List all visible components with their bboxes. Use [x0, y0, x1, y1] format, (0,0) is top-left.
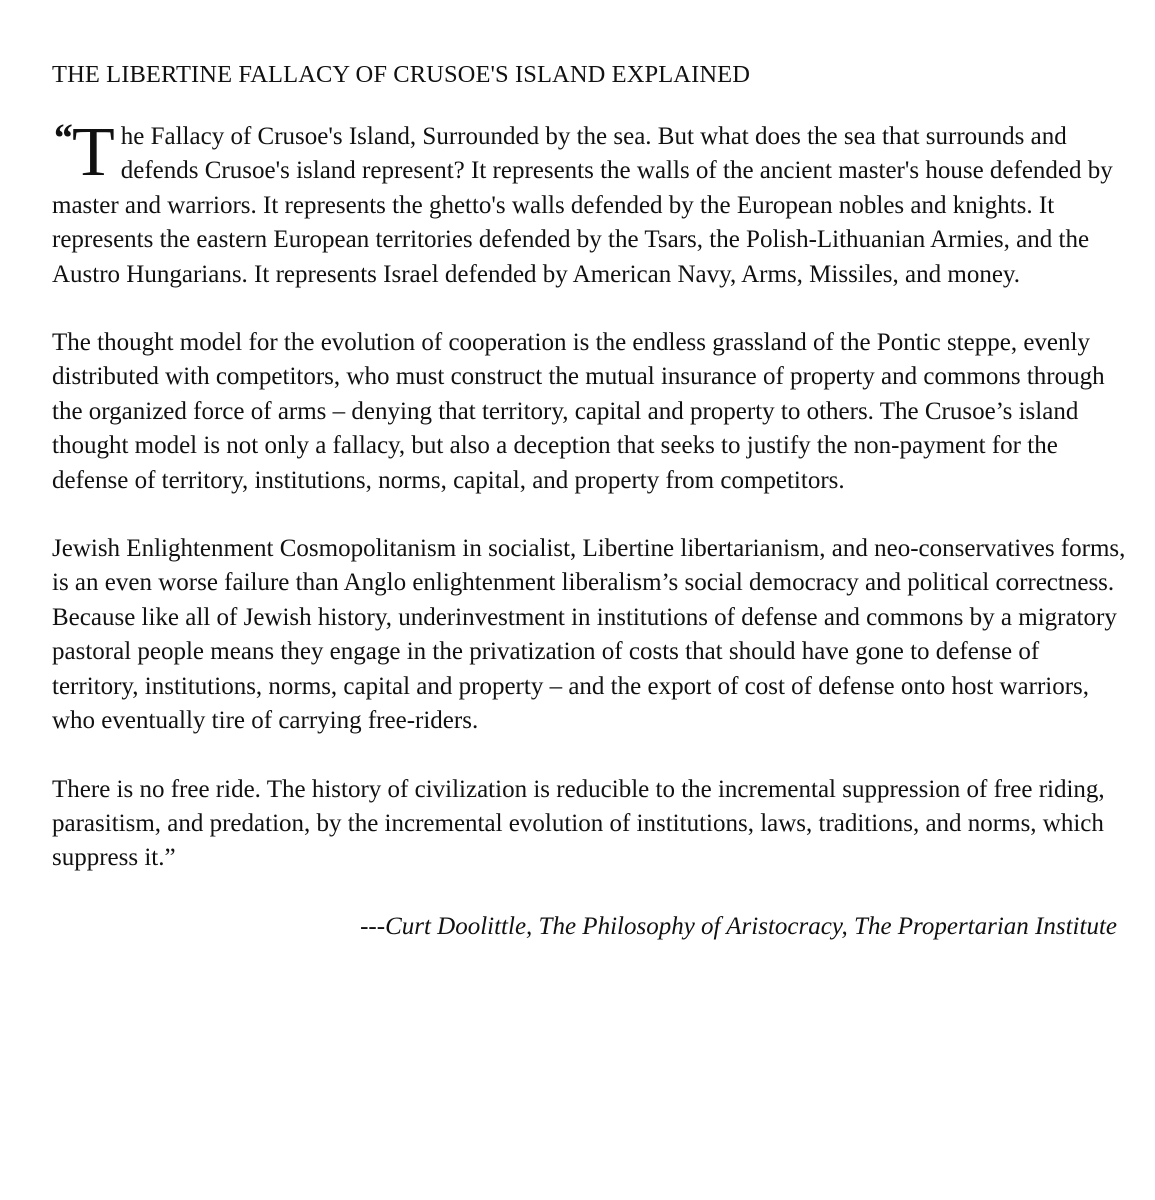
paragraph-1: [52, 114, 1127, 292]
paragraph-4: There is no free ride. The history of civilization is reducible to the incremental suppression of free riding, parasitism, and predation, by the incremental evolution of institutions, laws, traditions, and norms, which suppress it.”: [52, 775, 1105, 872]
document-title: THE LIBERTINE FALLACY OF CRUSOE'S ISLAND EXPLAINED: [52, 61, 751, 88]
quote-attribution: ---Curt Doolittle, The Philosophy of Aristocracy, The Propertarian Institute: [360, 912, 1117, 940]
paragraph-2: The thought model for the evolution of cooperation is the endless grassland of the Pontic steppe, evenly distributed with competitors, who must construct the mutual insurance of property and commons through the organized force of arms – denying that territory, capital and property to others. The Crusoe’s island thought model is not only a fallacy, but also a deception that seeks to justify the non-payment for the defense of territory, institutions, norms, capital, and property from competitors.: [52, 329, 1105, 494]
drop-cap-letter: T: [72, 114, 115, 191]
paragraph-3: Jewish Enlightenment Cosmopolitanism in socialist, Libertine libertarianism, and neo-conservatives forms, is an even worse failure than Anglo enlightenment liberalism’s social democracy and political correctness. Because like all of Jewish history, underinvestment in institutions of defense and commons by a migratory pastoral people means they engage in the privatization of costs that should have gone to defense of territory, institutions, norms, capital and property – and the export of cost of defense onto host warriors, who eventually tire of carrying free-riders.: [52, 535, 1126, 735]
document-page: [52, 58, 1127, 944]
paragraph-1-text: he Fallacy of Crusoe's Island, Surrounded by the sea. But what does the sea that surrounds and defends Crusoe's island represent? It represents the walls of the ancient master's house defended by master and warriors. It represents the ghetto's walls defended by the European nobles and knights. It represents the eastern European territories defended by the Tsars, the Polish-Lithuanian Armies, and the Austro Hungarians. It represents Israel defended by American Navy, Arms, Missiles, and money.: [52, 123, 1113, 288]
opening-quote-mark: “: [52, 115, 72, 160]
